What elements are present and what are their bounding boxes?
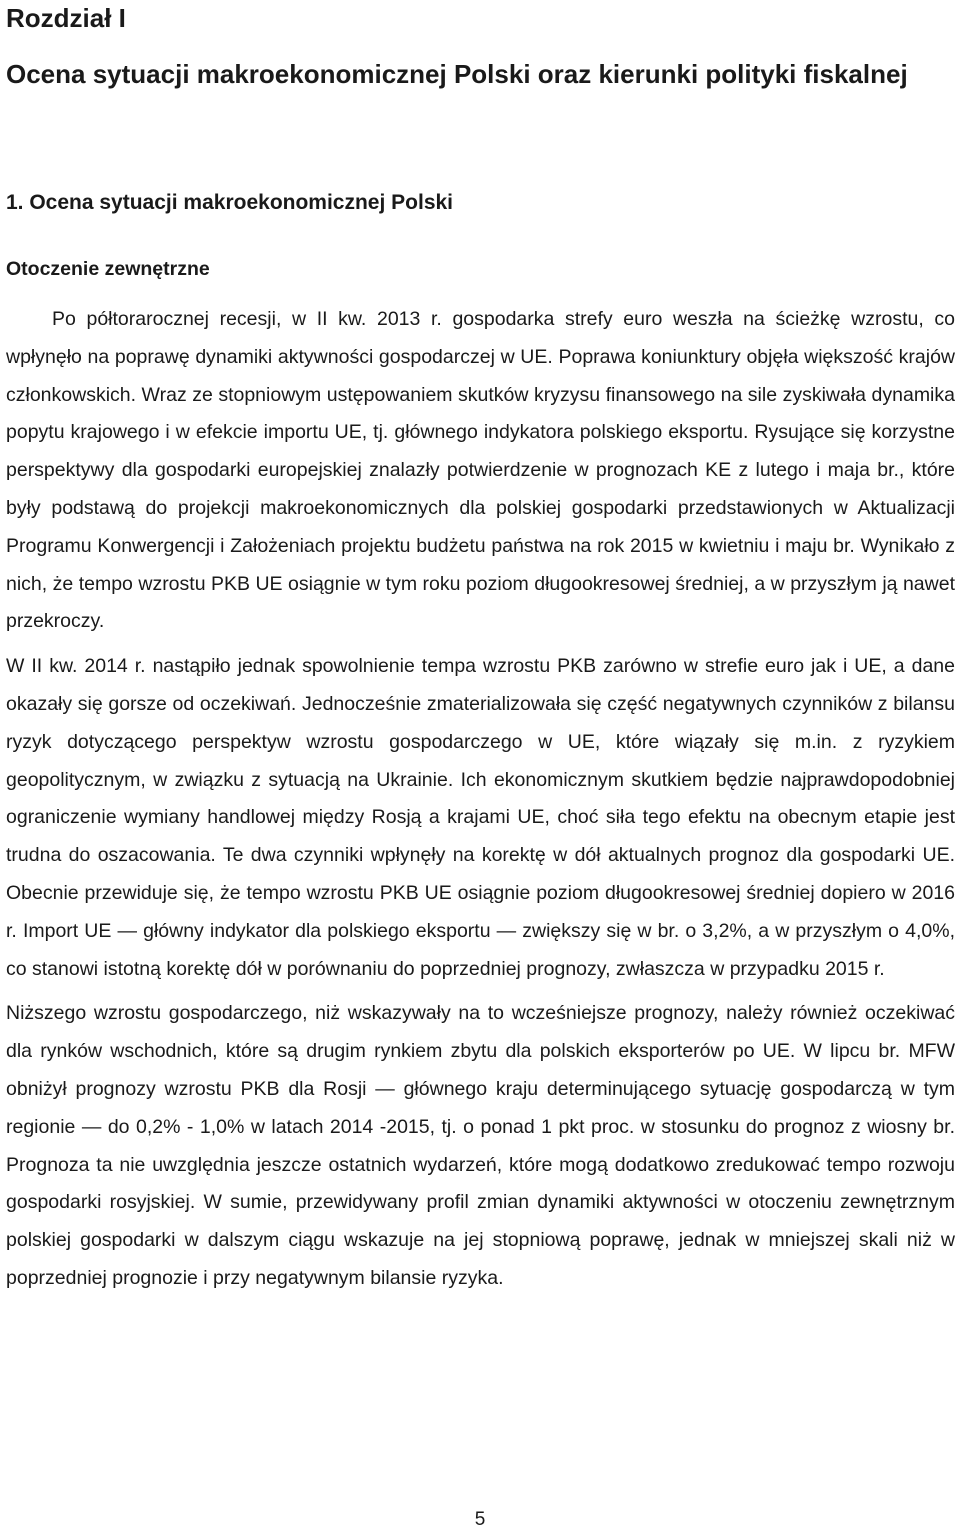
section-heading: 1. Ocena sytuacji makroekonomicznej Polski [6,191,454,214]
page-number: 5 [474,1509,486,1530]
chapter-title: Ocena sytuacji makroekonomicznej Polski oraz kierunki polityki fiskalnej [6,59,908,89]
subsection-heading: Otoczenie zewnętrzne [6,258,210,280]
paragraph: W II kw. 2014 r. nastąpiło jednak spowolnienie tempa wzrostu PKB zarówno w strefie euro jak i UE, a dane okazały się gorsze od oczekiwań. Jednocześnie zmaterializowała się część negatywnych czynników z bilansu ryzyk dotyczącego perspektyw wzrostu gospodarczego w UE, które wiązały się m.in. z ryzykiem geopolitycznym, w związku z sytuacją na Ukrainie. Ich ekonomicznym skutkiem będzie najprawdopodobniej ograniczenie wymiany handlowej między Rosją a krajami UE, choć siła tego efektu na obecnym etapie jest trudna do oszacowania. Te dwa czynniki wpłynęły na korektę w dół aktualnych prognoz dla gospodarki UE. Obecnie przewiduje się, że tempo wzrostu PKB UE osiągnie poziom długookresowej średniej dopiero w 2016 r. Import UE — główny indykator dla polskiego eksportu — zwiększy się w br. o 3,2%, a w przyszłym o 4,0%, co stanowi istotną korektę dół w porównaniu do poprzedniej prognozy, zwłaszcza w przypadku 2015 r. [6,655,955,980]
paragraph: Niższego wzrostu gospodarczego, niż wskazywały na to wcześniejsze prognozy, należy również oczekiwać dla rynków wschodnich, które są drugim rynkiem zbytu dla polskich eksporterów po UE. W lipcu br. MFW obniżył prognozy wzrostu PKB dla Rosji — głównego kraju determinującego sytuację gospodarczą w tym regionie — do 0,2% - 1,0% w latach 2014 -2015, tj. o ponad 1 pkt proc. w stosunku do prognoz z wiosny br. Prognoza ta nie uwzględnia jeszcze ostatnich wydarzeń, które mogą dodatkowo zredukować tempo rozwoju gospodarki rosyjskiej. W sumie, przewidywany profil zmian dynamiki aktywności w otoczeniu zewnętrznym polskiej gospodarki w dalszym ciągu wskazuje na jej stopniową poprawę, jednak w mniejszej skali niż w poprzedniej prognozie i przy negatywnym bilansie ryzyka. [6,1002,955,1289]
body-text [6,301,955,1305]
chapter-heading: Rozdział I [6,3,126,33]
paragraph: Po półtorarocznej recesji, w II kw. 2013 r. gospodarka strefy euro weszła na ścieżkę wzrostu, co wpłynęło na poprawę dynamiki aktywności gospodarczej w UE. Poprawa koniunktury objęła większość krajów członkowskich. Wraz ze stopniowym ustępowaniem skutków kryzysu finansowego na sile zyskiwała dynamika popytu krajowego i w efekcie importu UE, tj. głównego indykatora polskiego eksportu. Rysujące się korzystne perspektywy dla gospodarki europejskiej znalazły potwierdzenie w prognozach KE z lutego i maja br., które były podstawą do projekcji makroekonomicznych dla polskiej gospodarki przedstawionych w Aktualizacji Programu Konwergencji i Założeniach projektu budżetu państwa na rok 2015 w kwietniu i maju br. Wynikało z nich, że tempo wzrostu PKB UE osiągnie w tym roku poziom długookresowej średniej, a w przyszłym ją nawet przekroczy. [6,308,955,633]
